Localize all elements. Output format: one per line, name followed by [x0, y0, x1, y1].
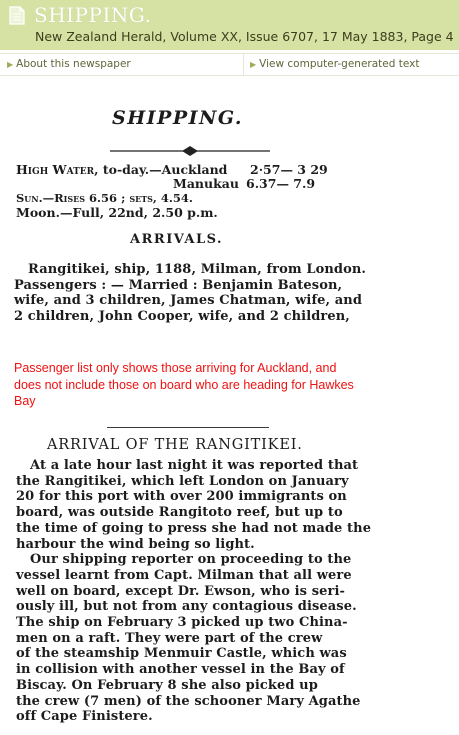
- page-title: SHIPPING.: [34, 3, 152, 27]
- issue-subtitle: New Zealand Herald, Volume XX, Issue 6707, 17 May 1883, Page 4: [35, 29, 454, 44]
- text-line: wife, and 3 children, James Chatman, wife, and: [14, 293, 363, 309]
- text-line: vessel learnt from Capt. Milman that all were: [16, 567, 352, 583]
- manukau-times: 6.37— 7.9: [246, 176, 316, 191]
- text-line: men on a raft. They were part of the crew: [16, 630, 323, 646]
- arrow-right-icon: ▶: [7, 60, 14, 69]
- divider: [107, 427, 269, 428]
- about-newspaper-link[interactable]: ▶ About this newspaper: [7, 58, 131, 70]
- sun-line: Sun.—Rises 6.56 ; sets, 4.54.: [16, 191, 193, 205]
- text-line: the Rangitikei, which left London on January: [16, 473, 349, 489]
- moon-line: Moon.—Full, 22nd, 2.50 p.m.: [16, 205, 218, 220]
- text-line: harbour the wind being so light.: [16, 536, 255, 552]
- text-line: Our shipping reporter on proceeding to the: [30, 552, 352, 568]
- link-bar: [0, 53, 459, 76]
- annotation-note: Passenger list only shows those arriving for Auckland, and does not include those on board who are heading for Hawkes Bay: [14, 361, 354, 408]
- arrow-right-icon: ▶: [250, 60, 257, 69]
- divider: [243, 54, 244, 76]
- arrival-paragraph: [16, 458, 372, 725]
- page-header: [0, 0, 459, 50]
- text-line: off Cape Finistere.: [16, 709, 153, 725]
- text-line: 20 for this port with over 200 immigrants on: [16, 489, 347, 505]
- arrivals-paragraph: [14, 262, 367, 325]
- text-line: Biscay. On February 8 she also picked up: [16, 677, 318, 693]
- high-water-line: High Water, to-day.—Auckland: [16, 162, 228, 177]
- auckland-times: 2·57— 3 29: [250, 162, 328, 177]
- text-line: well on board, except Dr. Ewson, who is seri-: [16, 583, 345, 599]
- text-line: 2 children, John Cooper, wife, and 2 children,: [14, 309, 350, 325]
- text-line: At a late hour last night it was reported that: [30, 458, 359, 473]
- arrivals-heading: ARRIVALS.: [130, 232, 224, 247]
- manukau-label: Manukau: [173, 176, 239, 191]
- ornament-rule-icon: [110, 146, 270, 156]
- article-heading: SHIPPING.: [111, 107, 244, 129]
- text-line: The ship on February 3 picked up two China-: [16, 615, 348, 631]
- document-icon: [9, 6, 25, 25]
- view-text-link[interactable]: ▶ View computer-generated text: [250, 58, 420, 70]
- text-line: Passengers : — Married : Benjamin Bateson,: [14, 277, 343, 293]
- text-line: board, was outside Rangitoto reef, but up to: [16, 505, 343, 521]
- text-line: ously ill, but not from any contagious disease.: [16, 599, 357, 615]
- clipping-edge: [0, 327, 459, 339]
- text-line: in collision with another vessel in the Bay of: [16, 662, 345, 678]
- text-line: of the steamship Menmuir Castle, which was: [16, 646, 347, 662]
- text-line: Rangitikei, ship, 1188, Milman, from London.: [28, 262, 367, 277]
- arrival-heading: ARRIVAL OF THE RANGITIKEI.: [47, 437, 303, 453]
- text-line: the crew (7 men) of the schooner Mary Agathe: [16, 693, 361, 709]
- text-line: the time of going to press she had not made the: [16, 520, 372, 536]
